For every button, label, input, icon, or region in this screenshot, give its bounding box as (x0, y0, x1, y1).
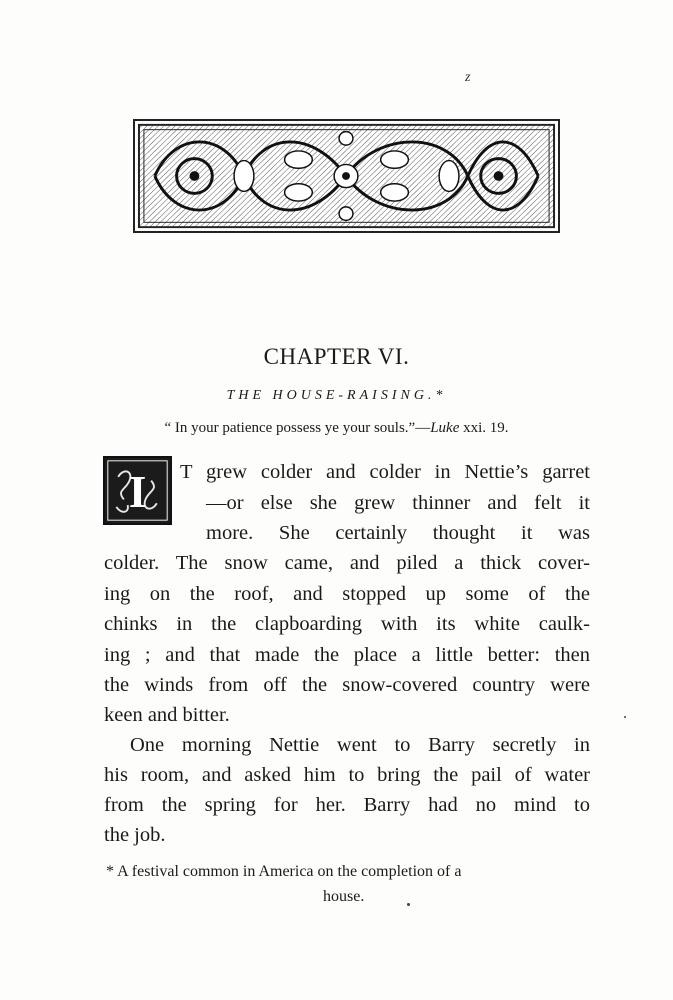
body-line: ing on the roof, and stopped up some of the (104, 583, 590, 605)
body-line: from the spring for her. Barry had no mind to (104, 794, 590, 816)
chapter-title: CHAPTER VI. (263, 344, 410, 369)
ink-speck (407, 903, 410, 906)
page-mark: z (465, 70, 471, 85)
ink-speck (624, 716, 626, 718)
body-line: T grew colder and colder in Nettie’s garret (180, 461, 590, 483)
dropcap-letter: I (128, 466, 147, 517)
body-line: keen and bitter. (104, 704, 230, 726)
body-line: chinks in the clapboarding with its white caulk- (104, 613, 590, 635)
chapter-subtitle: THE HOUSE-RAISING.* (226, 388, 447, 403)
body-line: the winds from off the snow-covered country were (104, 674, 590, 696)
epigraph (0, 420, 673, 437)
body-line: his room, and asked him to bring the pail of water (104, 764, 590, 786)
footnote-line: house. (323, 888, 365, 905)
body-line: —or else she grew thinner and felt it (206, 492, 590, 514)
epigraph-reference: xxi. 19. (459, 420, 509, 436)
ornamental-initial-icon (103, 456, 172, 525)
epigraph-quote: “ In your patience possess ye your souls.”— (164, 420, 431, 436)
body-line: ing ; and that made the place a little better: then (104, 644, 590, 666)
body-line: more. She certainly thought it was (206, 522, 590, 544)
body-line: colder. The snow came, and piled a thick cover- (104, 552, 590, 574)
epigraph-source: Luke (430, 420, 460, 436)
body-line: the job. (104, 824, 166, 846)
body-line: One morning Nettie went to Barry secretly in (130, 734, 590, 756)
footnote-line: * A festival common in America on the completion of a (106, 863, 462, 880)
ornamental-headpiece-icon (133, 119, 560, 233)
